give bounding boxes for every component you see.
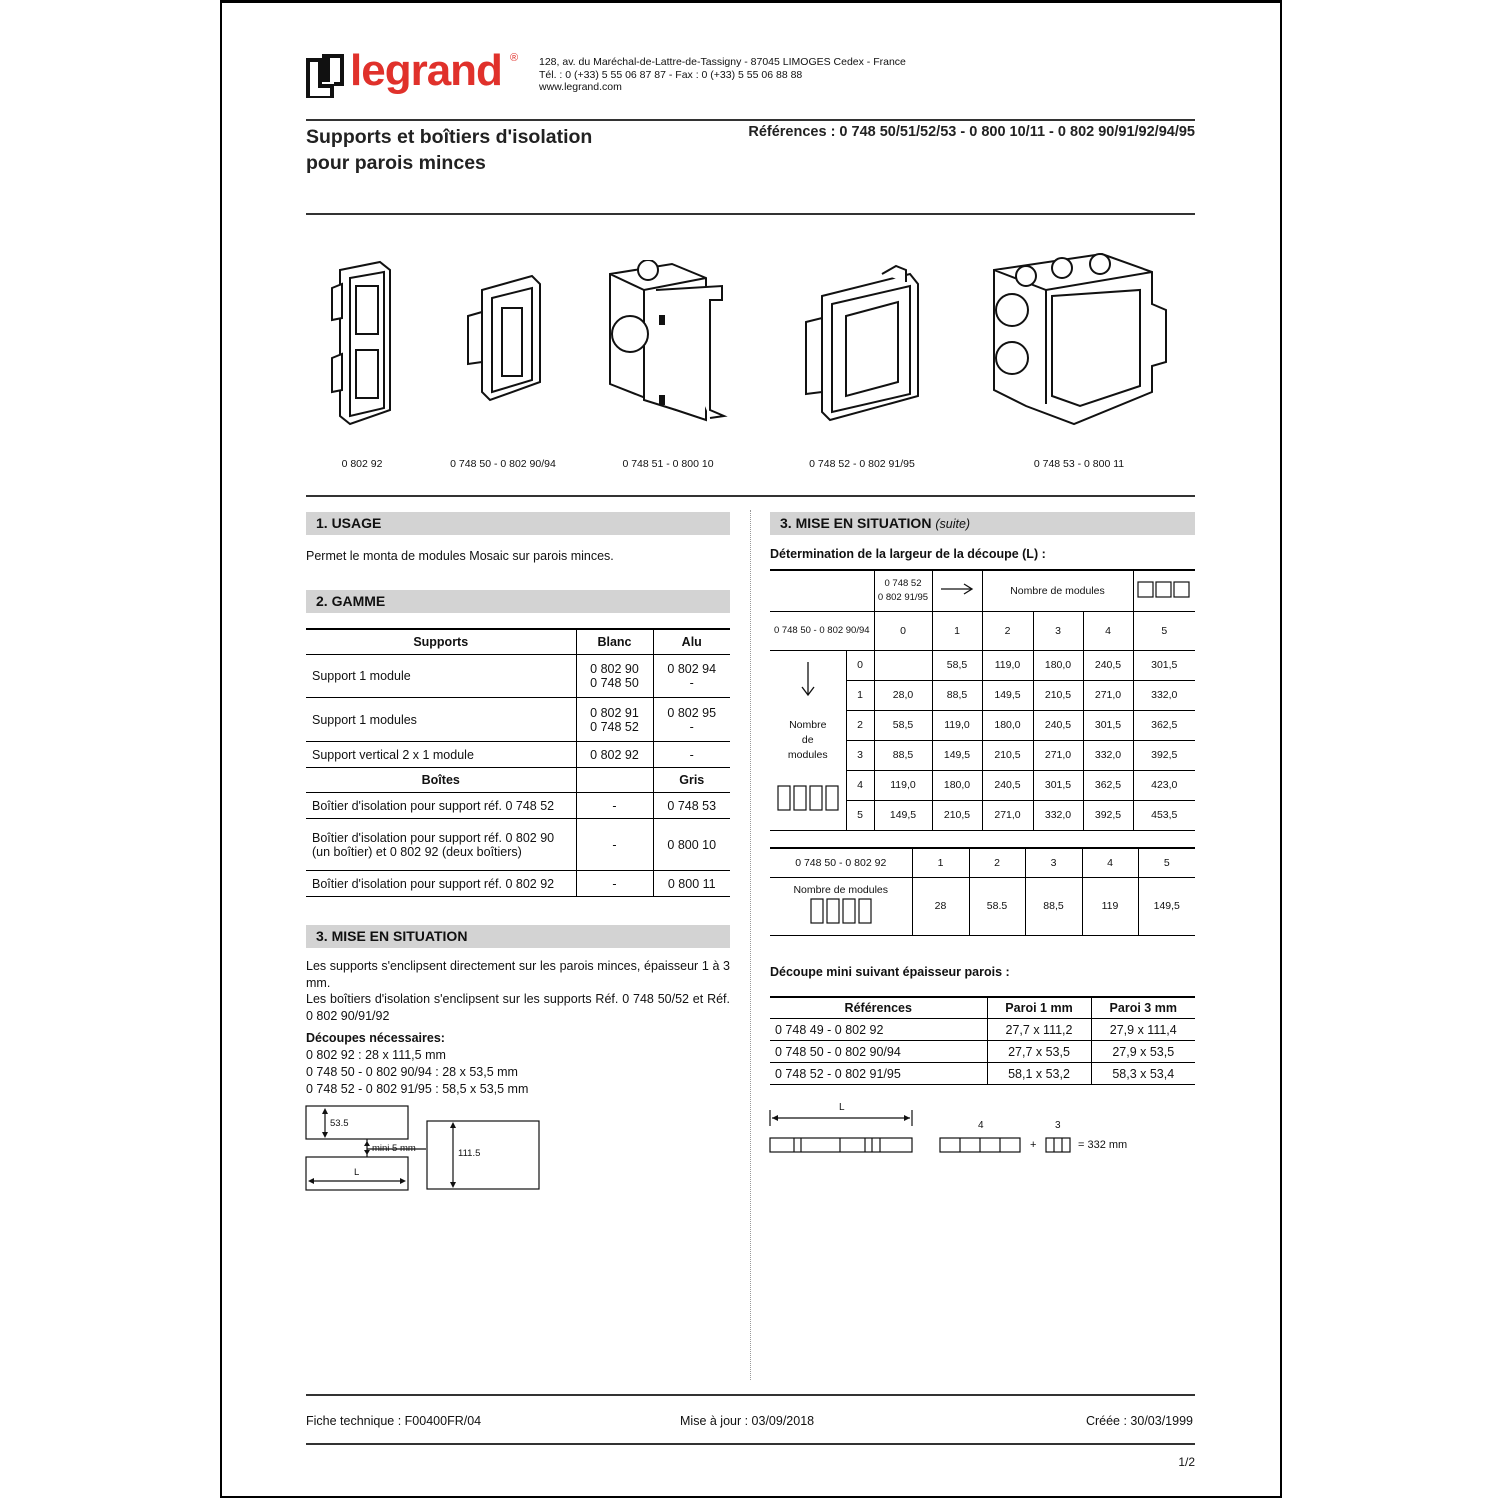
- website-line: www.legrand.com: [539, 81, 622, 93]
- row-value: 4: [846, 770, 874, 800]
- mise-a-jour: Mise à jour : 03/09/2018: [680, 1414, 815, 1428]
- table-cell: 27,9 x 53,5: [1091, 1041, 1195, 1063]
- legrand-logo: [306, 46, 526, 108]
- situation-paragraph-2: Les boîtiers d'isolation s'enclipsent sur les supports Réf. 0 748 50/52 et Réf. 0 802 90/91/92: [306, 992, 730, 1023]
- figure-caption: 0 748 50 - 0 802 90/94: [450, 458, 556, 470]
- situation-paragraph-1: Les supports s'enclipsent directement sur les parois minces, épaisseur 1 à 3 mm.: [306, 959, 730, 990]
- table-cell: Boîtier d'isolation pour support réf. 0 802 92: [306, 871, 576, 897]
- gamme-table: [306, 628, 730, 897]
- decoupe-line: 0 748 52 - 0 802 91/95 : 58,5 x 53,5 mm: [306, 1082, 529, 1096]
- table-cell: 58,3 x 53,4: [1091, 1063, 1195, 1085]
- title-line: Supports et boîtiers d'isolation: [306, 126, 593, 148]
- table-cell: 0 748 52 - 0 802 91/95: [770, 1063, 987, 1085]
- table-cell: 271,0: [1033, 740, 1083, 770]
- col-value: 2: [982, 611, 1033, 650]
- table-cell: 88,5: [874, 740, 932, 770]
- table-header: Blanc: [576, 629, 653, 655]
- table-cell: 2: [969, 849, 1025, 877]
- company-address: [539, 56, 906, 94]
- row-value: 3: [846, 740, 874, 770]
- col-value: 4: [1083, 611, 1133, 650]
- address-line: 128, av. du Maréchal-de-Lattre-de-Tassigny - 87045 LIMOGES Cedex - France: [539, 56, 906, 68]
- table-row: [306, 742, 730, 768]
- section-usage-heading: 1. USAGE: [306, 512, 730, 535]
- title-rule: [306, 213, 1195, 215]
- module-boxes-icon: [1133, 571, 1195, 611]
- table-cell: 119: [1082, 877, 1138, 935]
- table-cell: 180,0: [932, 770, 982, 800]
- table-cell: 362,5: [1133, 710, 1195, 740]
- four-modules-icon: [770, 770, 846, 830]
- table-row: [770, 650, 1195, 680]
- row-value: 1: [846, 680, 874, 710]
- table-cell: 453,5: [1133, 800, 1195, 830]
- diagram-label-gap: mini 5 mm: [372, 1143, 416, 1154]
- header-rule: [306, 119, 1195, 121]
- table-cell: 210,5: [1033, 680, 1083, 710]
- largeur-table: [770, 571, 1195, 831]
- table-cell: 27,7 x 111,2: [987, 1019, 1091, 1041]
- table-cell: -: [653, 742, 730, 768]
- table-header: Alu: [653, 629, 730, 655]
- decoupe-mini-table: [770, 996, 1195, 1085]
- registered-mark: ®: [510, 52, 519, 64]
- table-cell: 0 802 95 -: [653, 698, 730, 742]
- phone-line: Tél. : 0 (+33) 5 55 06 87 87 - Fax : 0 (+33) 5 55 06 88 88: [539, 68, 803, 81]
- table-cell: [874, 650, 932, 680]
- col-value: 3: [1033, 611, 1083, 650]
- diagram-label-h: 53.5: [330, 1118, 349, 1129]
- table-cell: Support vertical 2 x 1 module: [306, 742, 576, 768]
- table-cell: 58,5: [932, 650, 982, 680]
- section-situation-heading: 3. MISE EN SITUATION: [306, 925, 730, 948]
- table-cell: 0 802 92: [576, 742, 653, 768]
- row-ref: 0 748 50 - 0 802 90/94: [770, 611, 874, 650]
- figure-caption: 0 748 52 - 0 802 91/95: [809, 458, 915, 470]
- t2-ref: 0 748 50 - 0 802 92: [770, 849, 912, 877]
- table-cell: 58,5: [874, 710, 932, 740]
- row-value: 5: [846, 800, 874, 830]
- table-row: [306, 698, 730, 742]
- table-cell: 210,5: [982, 740, 1033, 770]
- product-0-748-51-drawing: [606, 260, 730, 425]
- table-cell: 332,0: [1033, 800, 1083, 830]
- table-cell: 392,5: [1133, 740, 1195, 770]
- fiche-technique: Fiche technique : F00400FR/04: [306, 1414, 482, 1428]
- table-cell: 4: [1082, 849, 1138, 877]
- section-situation-suite-heading: [770, 512, 1195, 535]
- table-cell: 0 748 49 - 0 802 92: [770, 1019, 987, 1041]
- table-header: Références: [770, 997, 987, 1019]
- table-cell: 180,0: [1033, 650, 1083, 680]
- table-cell: 180,0: [982, 710, 1033, 740]
- arrow-right-icon: [932, 571, 982, 611]
- table-row: [770, 770, 1195, 800]
- table-cell: 27,7 x 53,5: [987, 1041, 1091, 1063]
- table-cell: 0 748 53: [653, 793, 730, 819]
- table-row: [770, 877, 1195, 935]
- table-header: Paroi 3 mm: [1091, 997, 1195, 1019]
- legrand-mark-icon: [306, 54, 346, 98]
- footer-rule: [306, 1394, 1195, 1396]
- table-row: [770, 571, 1195, 611]
- date-creation: Créée : 30/03/1999: [1085, 1414, 1193, 1428]
- example-label-l: L: [839, 1102, 845, 1113]
- table-cell: 332,0: [1083, 740, 1133, 770]
- table-row: [770, 710, 1195, 740]
- table-cell: 301,5: [1033, 770, 1083, 800]
- table-cell: 423,0: [1133, 770, 1195, 800]
- table-cell: 0 802 94 -: [653, 655, 730, 698]
- title-line: pour parois minces: [306, 152, 486, 174]
- table-cell: 149,5: [874, 800, 932, 830]
- table-cell: 0 748 50 - 0 802 90/94: [770, 1041, 987, 1063]
- four-modules-icon: [808, 896, 874, 926]
- decoupes-title: Découpes nécessaires:: [306, 1031, 445, 1045]
- table-cell: 149,5: [932, 740, 982, 770]
- table-cell: 332,0: [1133, 680, 1195, 710]
- table-cell: Boîtier d'isolation pour support réf. 0 802 90 (un boîtier) et 0 802 92 (deux boîtiers): [306, 819, 576, 871]
- column-divider: [750, 510, 751, 1380]
- product-0-748-52-drawing: [800, 262, 924, 424]
- col-title: Nombre de modules: [982, 571, 1133, 611]
- example-label-3: 3: [1055, 1120, 1061, 1131]
- table-row: [306, 871, 730, 897]
- product-0-748-50-drawing: [462, 272, 546, 412]
- example-result: = 332 mm: [1078, 1139, 1128, 1151]
- mini-title: Découpe mini suivant épaisseur parois :: [770, 965, 1010, 979]
- table-header: Gris: [653, 768, 730, 793]
- table-cell: 88,5: [932, 680, 982, 710]
- diagram-label-l: L: [354, 1167, 360, 1178]
- table-cell: 88,5: [1025, 877, 1082, 935]
- table-cell: 240,5: [1033, 710, 1083, 740]
- section-gamme-heading: 2. GAMME: [306, 590, 730, 613]
- legrand-wordmark: legrand: [350, 46, 502, 95]
- table-cell: 0 802 91 0 748 52: [576, 698, 653, 742]
- table-cell: 0 802 90 0 748 50: [576, 655, 653, 698]
- table-cell: 301,5: [1133, 650, 1195, 680]
- document-title: [306, 124, 592, 176]
- figures-rule: [306, 495, 1195, 497]
- table-cell: 119,0: [874, 770, 932, 800]
- col-value: 5: [1133, 611, 1195, 650]
- table-cell: Boîtier d'isolation pour support réf. 0 748 52: [306, 793, 576, 819]
- table-cell: 28,0: [874, 680, 932, 710]
- col-value: 0: [874, 611, 932, 650]
- usage-text: Permet le monta de modules Mosaic sur parois minces.: [306, 549, 614, 563]
- table-row: [306, 819, 730, 871]
- table-cell: 271,0: [982, 800, 1033, 830]
- suite-heading-suffix: (suite): [935, 517, 971, 531]
- table-row: [770, 611, 1195, 650]
- col-value: 1: [932, 611, 982, 650]
- decoupe-line: 0 748 50 - 0 802 90/94 : 28 x 53,5 mm: [306, 1065, 518, 1079]
- table-cell: 0 800 10: [653, 819, 730, 871]
- example-plus: +: [1030, 1139, 1037, 1151]
- table-cell: 210,5: [932, 800, 982, 830]
- row-label: Nombre de modules: [787, 718, 828, 761]
- table-cell: 119,0: [982, 650, 1033, 680]
- table-cell: 0 800 11: [653, 871, 730, 897]
- table-cell: 149,5: [982, 680, 1033, 710]
- table-cell: 392,5: [1083, 800, 1133, 830]
- table-row: [770, 849, 1195, 877]
- table-cell: 271,0: [1083, 680, 1133, 710]
- footer-bottom-rule: [306, 1443, 1195, 1445]
- references-line: Références : 0 748 50/51/52/53 - 0 800 10/11 - 0 802 90/91/92/94/95: [748, 124, 1195, 140]
- t2-label-cell: [770, 877, 912, 935]
- example-label-4: 4: [978, 1120, 984, 1131]
- table-row: [306, 793, 730, 819]
- table-cell: Support 1 modules: [306, 698, 576, 742]
- row-value: 2: [846, 710, 874, 740]
- decoupe-line: 0 802 92 : 28 x 111,5 mm: [306, 1048, 446, 1062]
- product-0-748-53-drawing: [990, 250, 1170, 430]
- table-cell: 119,0: [932, 710, 982, 740]
- diagram-label-h2: 111.5: [458, 1148, 481, 1159]
- table-row: [770, 1063, 1195, 1085]
- figure-caption: 0 802 92: [341, 458, 383, 470]
- table-row: [770, 1041, 1195, 1063]
- table-row: [770, 1019, 1195, 1041]
- figure-caption: 0 748 51 - 0 800 10: [622, 458, 714, 470]
- table-cell: 3: [1025, 849, 1082, 877]
- t2-label: Nombre de modules: [793, 883, 889, 896]
- row-value: 0: [846, 650, 874, 680]
- table-cell: 149,5: [1138, 877, 1195, 935]
- table-cell: 240,5: [982, 770, 1033, 800]
- corner-ref: 0 748 52 0 802 91/95: [874, 571, 932, 611]
- table-cell: 362,5: [1083, 770, 1133, 800]
- product-0-802-92-drawing: [328, 258, 398, 428]
- table-cell: 58.5: [969, 877, 1025, 935]
- table-cell: 1: [912, 849, 969, 877]
- table-cell: Support 1 module: [306, 655, 576, 698]
- figure-caption: 0 748 53 - 0 800 11: [1033, 458, 1125, 470]
- table-cell: 58,1 x 53,2: [987, 1063, 1091, 1085]
- table-cell: 301,5: [1083, 710, 1133, 740]
- table-cell: 28: [912, 877, 969, 935]
- page-number: 1/2: [1178, 1455, 1195, 1469]
- table-cell: -: [576, 793, 653, 819]
- table-cell: -: [576, 819, 653, 871]
- largeur-subtitle: Détermination de la largeur de la découpe (L) :: [770, 547, 1046, 561]
- modules-table: [770, 849, 1195, 936]
- suite-heading-text: 3. MISE EN SITUATION: [780, 515, 932, 531]
- table-row: [306, 655, 730, 698]
- table-cell: 5: [1138, 849, 1195, 877]
- table-cell: 27,9 x 111,4: [1091, 1019, 1195, 1041]
- table-cell: -: [576, 871, 653, 897]
- table-header: Paroi 1 mm: [987, 997, 1091, 1019]
- table-header: [576, 768, 653, 793]
- arrow-down-icon: [770, 650, 846, 710]
- table-header: Supports: [306, 629, 576, 655]
- table-cell: 240,5: [1083, 650, 1133, 680]
- table-header: Boîtes: [306, 768, 576, 793]
